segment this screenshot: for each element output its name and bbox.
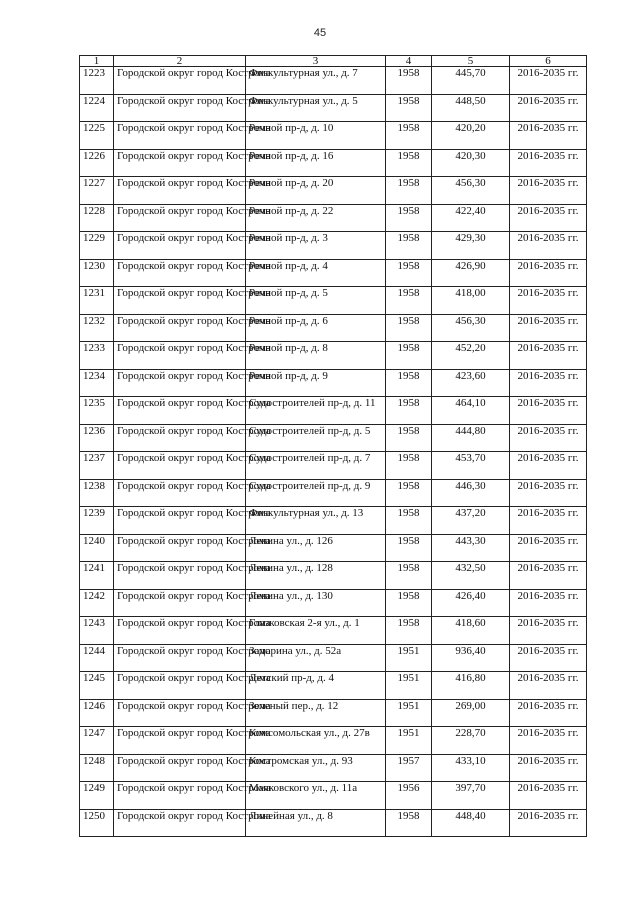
table-row: [80, 754, 587, 782]
address-cell: Речной пр-д, д. 22: [246, 204, 386, 232]
municipality-cell: Городской округ город Кострома: [114, 397, 246, 425]
table-row: [80, 149, 587, 177]
row-number: 1230: [80, 259, 114, 287]
repair-period-cell: 2016-2035 гг.: [510, 369, 587, 397]
total-area-cell: 433,10: [432, 754, 510, 782]
row-number: 1241: [80, 562, 114, 590]
year-built-cell: 1958: [386, 397, 432, 425]
table-row: [80, 699, 587, 727]
row-number: 1247: [80, 727, 114, 755]
address-cell: Физкультурная ул., д. 13: [246, 507, 386, 535]
year-built-cell: 1951: [386, 699, 432, 727]
row-number: 1243: [80, 617, 114, 645]
municipality-cell: Городской округ город Кострома: [114, 177, 246, 205]
municipality-cell: Городской округ город Кострома: [114, 507, 246, 535]
table-row: [80, 727, 587, 755]
column-number-row: [80, 56, 587, 67]
repair-period-cell: 2016-2035 гг.: [510, 287, 587, 315]
year-built-cell: 1958: [386, 122, 432, 150]
year-built-cell: 1951: [386, 644, 432, 672]
repair-period-cell: 2016-2035 гг.: [510, 204, 587, 232]
table-row: [80, 644, 587, 672]
table-row: [80, 232, 587, 260]
repair-period-cell: 2016-2035 гг.: [510, 94, 587, 122]
row-number: 1239: [80, 507, 114, 535]
total-area-cell: 426,90: [432, 259, 510, 287]
table-row: [80, 782, 587, 810]
repair-period-cell: 2016-2035 гг.: [510, 617, 587, 645]
address-cell: Маяковского ул., д. 11а: [246, 782, 386, 810]
address-cell: Речной пр-д, д. 8: [246, 342, 386, 370]
year-built-cell: 1958: [386, 177, 432, 205]
row-number: 1238: [80, 479, 114, 507]
table-row: [80, 452, 587, 480]
table-row: [80, 672, 587, 700]
table-header: [80, 56, 587, 67]
repair-period-cell: 2016-2035 гг.: [510, 754, 587, 782]
municipality-cell: Городской округ город Кострома: [114, 562, 246, 590]
total-area-cell: 444,80: [432, 424, 510, 452]
municipality-cell: Городской округ город Кострома: [114, 617, 246, 645]
total-area-cell: 420,30: [432, 149, 510, 177]
row-number: 1237: [80, 452, 114, 480]
total-area-cell: 418,00: [432, 287, 510, 315]
table-row: [80, 342, 587, 370]
municipality-cell: Городской округ город Кострома: [114, 232, 246, 260]
repair-period-cell: 2016-2035 гг.: [510, 314, 587, 342]
municipality-cell: Городской округ город Кострома: [114, 727, 246, 755]
table-row: [80, 259, 587, 287]
year-built-cell: 1956: [386, 782, 432, 810]
row-number: 1250: [80, 809, 114, 837]
year-built-cell: 1958: [386, 259, 432, 287]
row-number: 1234: [80, 369, 114, 397]
repair-period-cell: 2016-2035 гг.: [510, 479, 587, 507]
year-built-cell: 1958: [386, 94, 432, 122]
column-header-1: 1: [80, 56, 114, 67]
table-row: [80, 369, 587, 397]
year-built-cell: 1958: [386, 534, 432, 562]
repair-period-cell: 2016-2035 гг.: [510, 424, 587, 452]
municipality-cell: Городской округ город Кострома: [114, 424, 246, 452]
repair-period-cell: 2016-2035 гг.: [510, 232, 587, 260]
year-built-cell: 1958: [386, 232, 432, 260]
row-number: 1236: [80, 424, 114, 452]
repair-period-cell: 2016-2035 гг.: [510, 149, 587, 177]
municipality-cell: Городской округ город Кострома: [114, 369, 246, 397]
address-cell: Ленина ул., д. 128: [246, 562, 386, 590]
table-row: [80, 424, 587, 452]
total-area-cell: 269,00: [432, 699, 510, 727]
address-cell: Задорина ул., д. 52а: [246, 644, 386, 672]
row-number: 1229: [80, 232, 114, 260]
total-area-cell: 443,30: [432, 534, 510, 562]
address-cell: Речной пр-д, д. 20: [246, 177, 386, 205]
repair-period-cell: 2016-2035 гг.: [510, 67, 587, 95]
year-built-cell: 1958: [386, 204, 432, 232]
row-number: 1248: [80, 754, 114, 782]
total-area-cell: 426,40: [432, 589, 510, 617]
municipality-cell: Городской округ город Кострома: [114, 204, 246, 232]
municipality-cell: Городской округ город Кострома: [114, 342, 246, 370]
address-cell: Зеленый пер., д. 12: [246, 699, 386, 727]
address-cell: Глазковская 2-я ул., д. 1: [246, 617, 386, 645]
year-built-cell: 1958: [386, 149, 432, 177]
total-area-cell: 445,70: [432, 67, 510, 95]
column-header-4: 4: [386, 56, 432, 67]
row-number: 1245: [80, 672, 114, 700]
address-cell: Речной пр-д, д. 10: [246, 122, 386, 150]
total-area-cell: 437,20: [432, 507, 510, 535]
municipality-cell: Городской округ город Кострома: [114, 287, 246, 315]
year-built-cell: 1958: [386, 342, 432, 370]
address-cell: Речной пр-д, д. 5: [246, 287, 386, 315]
total-area-cell: 418,60: [432, 617, 510, 645]
repair-period-cell: 2016-2035 гг.: [510, 452, 587, 480]
table-row: [80, 397, 587, 425]
table-row: [80, 122, 587, 150]
municipality-cell: Городской округ город Кострома: [114, 809, 246, 837]
column-header-5: 5: [432, 56, 510, 67]
total-area-cell: 423,60: [432, 369, 510, 397]
table-body: [80, 67, 587, 837]
table-row: [80, 67, 587, 95]
total-area-cell: 448,40: [432, 809, 510, 837]
repair-period-cell: 2016-2035 гг.: [510, 672, 587, 700]
total-area-cell: 453,70: [432, 452, 510, 480]
housing-register-table: [79, 55, 587, 837]
row-number: 1242: [80, 589, 114, 617]
table-row: [80, 617, 587, 645]
address-cell: Речной пр-д, д. 6: [246, 314, 386, 342]
column-header-2: 2: [114, 56, 246, 67]
year-built-cell: 1951: [386, 672, 432, 700]
repair-period-cell: 2016-2035 гг.: [510, 177, 587, 205]
municipality-cell: Городской округ город Кострома: [114, 699, 246, 727]
municipality-cell: Городской округ город Кострома: [114, 314, 246, 342]
table-row: [80, 809, 587, 837]
total-area-cell: 448,50: [432, 94, 510, 122]
address-cell: Речной пр-д, д. 4: [246, 259, 386, 287]
municipality-cell: Городской округ город Кострома: [114, 452, 246, 480]
row-number: 1240: [80, 534, 114, 562]
table-row: [80, 314, 587, 342]
row-number: 1246: [80, 699, 114, 727]
year-built-cell: 1958: [386, 369, 432, 397]
column-header-6: 6: [510, 56, 587, 67]
row-number: 1232: [80, 314, 114, 342]
table-row: [80, 287, 587, 315]
repair-period-cell: 2016-2035 гг.: [510, 534, 587, 562]
total-area-cell: 432,50: [432, 562, 510, 590]
repair-period-cell: 2016-2035 гг.: [510, 507, 587, 535]
address-cell: Ленина ул., д. 126: [246, 534, 386, 562]
total-area-cell: 422,40: [432, 204, 510, 232]
row-number: 1224: [80, 94, 114, 122]
repair-period-cell: 2016-2035 гг.: [510, 727, 587, 755]
year-built-cell: 1958: [386, 67, 432, 95]
repair-period-cell: 2016-2035 гг.: [510, 122, 587, 150]
row-number: 1244: [80, 644, 114, 672]
address-cell: Речной пр-д, д. 3: [246, 232, 386, 260]
address-cell: Физкультурная ул., д. 7: [246, 67, 386, 95]
address-cell: Физкультурная ул., д. 5: [246, 94, 386, 122]
municipality-cell: Городской округ город Кострома: [114, 782, 246, 810]
year-built-cell: 1958: [386, 424, 432, 452]
year-built-cell: 1958: [386, 479, 432, 507]
table-row: [80, 177, 587, 205]
row-number: 1249: [80, 782, 114, 810]
table-row: [80, 507, 587, 535]
total-area-cell: 397,70: [432, 782, 510, 810]
address-cell: Костромская ул., д. 93: [246, 754, 386, 782]
row-number: 1233: [80, 342, 114, 370]
municipality-cell: Городской округ город Кострома: [114, 94, 246, 122]
repair-period-cell: 2016-2035 гг.: [510, 589, 587, 617]
repair-period-cell: 2016-2035 гг.: [510, 782, 587, 810]
table-row: [80, 534, 587, 562]
year-built-cell: 1958: [386, 314, 432, 342]
address-cell: Линейная ул., д. 8: [246, 809, 386, 837]
municipality-cell: Городской округ город Кострома: [114, 479, 246, 507]
repair-period-cell: 2016-2035 гг.: [510, 342, 587, 370]
municipality-cell: Городской округ город Кострома: [114, 589, 246, 617]
total-area-cell: 429,30: [432, 232, 510, 260]
municipality-cell: Городской округ город Кострома: [114, 122, 246, 150]
total-area-cell: 464,10: [432, 397, 510, 425]
total-area-cell: 420,20: [432, 122, 510, 150]
year-built-cell: 1958: [386, 809, 432, 837]
total-area-cell: 456,30: [432, 177, 510, 205]
row-number: 1225: [80, 122, 114, 150]
table-row: [80, 479, 587, 507]
repair-period-cell: 2016-2035 гг.: [510, 259, 587, 287]
row-number: 1231: [80, 287, 114, 315]
address-cell: Судостроителей пр-д, д. 11: [246, 397, 386, 425]
row-number: 1223: [80, 67, 114, 95]
repair-period-cell: 2016-2035 гг.: [510, 562, 587, 590]
total-area-cell: 416,80: [432, 672, 510, 700]
row-number: 1226: [80, 149, 114, 177]
repair-period-cell: 2016-2035 гг.: [510, 644, 587, 672]
table-row: [80, 589, 587, 617]
address-cell: Речной пр-д, д. 9: [246, 369, 386, 397]
address-cell: Судостроителей пр-д, д. 5: [246, 424, 386, 452]
address-cell: Комсомольская ул., д. 27в: [246, 727, 386, 755]
municipality-cell: Городской округ город Кострома: [114, 149, 246, 177]
municipality-cell: Городской округ город Кострома: [114, 67, 246, 95]
municipality-cell: Городской округ город Кострома: [114, 754, 246, 782]
total-area-cell: 936,40: [432, 644, 510, 672]
repair-period-cell: 2016-2035 гг.: [510, 699, 587, 727]
municipality-cell: Городской округ город Кострома: [114, 672, 246, 700]
page-number: 45: [313, 27, 327, 39]
address-cell: Детский пр-д, д. 4: [246, 672, 386, 700]
address-cell: Речной пр-д, д. 16: [246, 149, 386, 177]
municipality-cell: Городской округ город Кострома: [114, 534, 246, 562]
address-cell: Судостроителей пр-д, д. 9: [246, 479, 386, 507]
address-cell: Ленина ул., д. 130: [246, 589, 386, 617]
table-row: [80, 562, 587, 590]
total-area-cell: 456,30: [432, 314, 510, 342]
year-built-cell: 1958: [386, 287, 432, 315]
column-header-3: 3: [246, 56, 386, 67]
year-built-cell: 1957: [386, 754, 432, 782]
row-number: 1227: [80, 177, 114, 205]
municipality-cell: Городской округ город Кострома: [114, 644, 246, 672]
table-row: [80, 204, 587, 232]
repair-period-cell: 2016-2035 гг.: [510, 397, 587, 425]
year-built-cell: 1958: [386, 562, 432, 590]
year-built-cell: 1958: [386, 617, 432, 645]
row-number: 1228: [80, 204, 114, 232]
year-built-cell: 1951: [386, 727, 432, 755]
total-area-cell: 452,20: [432, 342, 510, 370]
table-row: [80, 94, 587, 122]
row-number: 1235: [80, 397, 114, 425]
total-area-cell: 228,70: [432, 727, 510, 755]
year-built-cell: 1958: [386, 452, 432, 480]
municipality-cell: Городской округ город Кострома: [114, 259, 246, 287]
repair-period-cell: 2016-2035 гг.: [510, 809, 587, 837]
address-cell: Судостроителей пр-д, д. 7: [246, 452, 386, 480]
total-area-cell: 446,30: [432, 479, 510, 507]
year-built-cell: 1958: [386, 507, 432, 535]
year-built-cell: 1958: [386, 589, 432, 617]
